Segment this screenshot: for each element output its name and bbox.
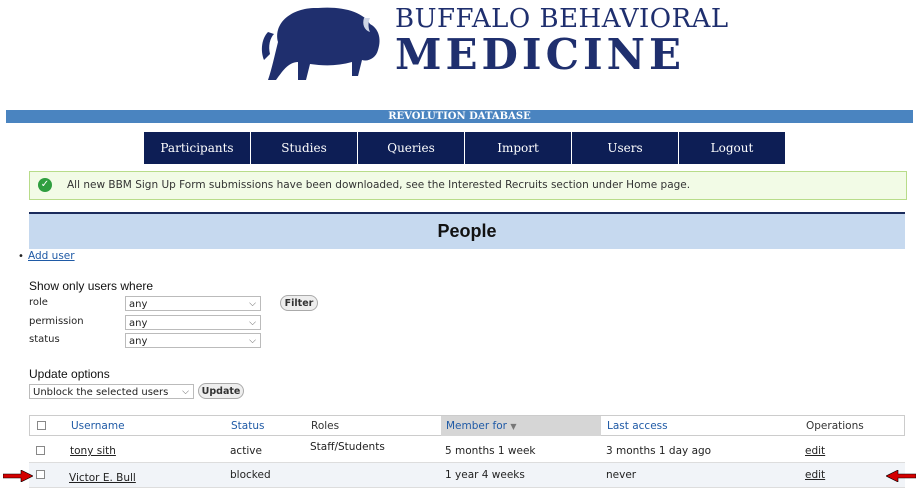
permission-select[interactable] xyxy=(125,315,261,330)
status-message xyxy=(29,171,907,200)
header-member-for[interactable] xyxy=(446,420,516,432)
arrow-left-icon xyxy=(886,470,916,482)
row-checkbox[interactable] xyxy=(36,470,45,479)
filter-heading: Show only users where xyxy=(29,279,154,293)
site-logo[interactable] xyxy=(250,0,729,88)
role-select-value: any xyxy=(129,299,148,310)
username-link[interactable]: Victor E. Bull xyxy=(69,472,136,484)
update-heading: Update options xyxy=(29,367,110,381)
header-status[interactable]: Status xyxy=(231,420,265,432)
main-nav xyxy=(144,132,786,164)
logo-text-top: BUFFALO BEHAVIORAL xyxy=(395,4,729,34)
logo-text-bottom: MEDICINE xyxy=(395,30,686,79)
nav-logout[interactable]: Logout xyxy=(679,132,786,164)
member-for-value: 5 months 1 week xyxy=(445,445,536,457)
permission-select-value: any xyxy=(129,318,148,329)
header-username[interactable]: Username xyxy=(71,420,125,432)
filter-button[interactable]: Filter xyxy=(280,295,318,311)
add-user-link[interactable]: Add user xyxy=(28,250,75,262)
check-circle-icon: ✓ xyxy=(38,178,52,192)
database-title-bar: REVOLUTION DATABASE xyxy=(6,110,913,123)
status-message-text: All new BBM Sign Up Form submissions have been downloaded, see the Interested Recruits section under Home page. xyxy=(67,179,691,191)
table-row xyxy=(29,463,905,488)
status-value: active xyxy=(230,445,262,457)
arrow-right-icon xyxy=(3,470,33,482)
select-all-checkbox[interactable] xyxy=(37,421,46,430)
row-checkbox[interactable] xyxy=(36,446,45,455)
chevron-down-icon: ⌵ xyxy=(249,336,256,346)
username-link[interactable]: tony sith xyxy=(70,445,116,457)
permission-label: permission xyxy=(29,316,84,327)
member-for-value: 1 year 4 weeks xyxy=(445,469,525,481)
edit-link[interactable]: edit xyxy=(805,445,826,457)
header-roles: Roles xyxy=(311,420,340,432)
page-title: People xyxy=(29,212,905,249)
last-access-value: 3 months 1 day ago xyxy=(606,445,712,457)
chevron-down-icon: ⌵ xyxy=(249,299,256,309)
status-value: blocked xyxy=(230,469,271,481)
last-access-value: never xyxy=(606,469,637,481)
nav-queries[interactable]: Queries xyxy=(358,132,465,164)
chevron-down-icon: ⌵ xyxy=(182,387,189,397)
role-select[interactable] xyxy=(125,296,261,311)
status-label: status xyxy=(29,334,60,345)
status-select-value: any xyxy=(129,336,148,347)
header-last-access[interactable]: Last access xyxy=(607,420,668,432)
header-operations: Operations xyxy=(806,420,864,432)
update-operation-value: Unblock the selected users xyxy=(33,387,169,398)
roles-value: Staff/Students xyxy=(310,441,385,453)
status-select[interactable] xyxy=(125,333,261,348)
bison-logo-icon xyxy=(258,2,388,84)
nav-import[interactable]: Import xyxy=(465,132,572,164)
bullet-icon: • xyxy=(18,251,24,262)
table-row xyxy=(29,436,905,463)
nav-studies[interactable]: Studies xyxy=(251,132,358,164)
sort-desc-icon: ▼ xyxy=(510,422,517,431)
edit-link[interactable]: edit xyxy=(805,469,826,481)
nav-participants[interactable]: Participants xyxy=(144,132,251,164)
nav-users[interactable]: Users xyxy=(572,132,679,164)
table-header xyxy=(29,415,905,436)
header-member-for-label: Member for xyxy=(446,420,507,432)
role-label: role xyxy=(29,297,48,308)
update-button[interactable]: Update xyxy=(198,383,244,399)
update-operation-select[interactable] xyxy=(29,384,194,399)
chevron-down-icon: ⌵ xyxy=(249,318,256,328)
